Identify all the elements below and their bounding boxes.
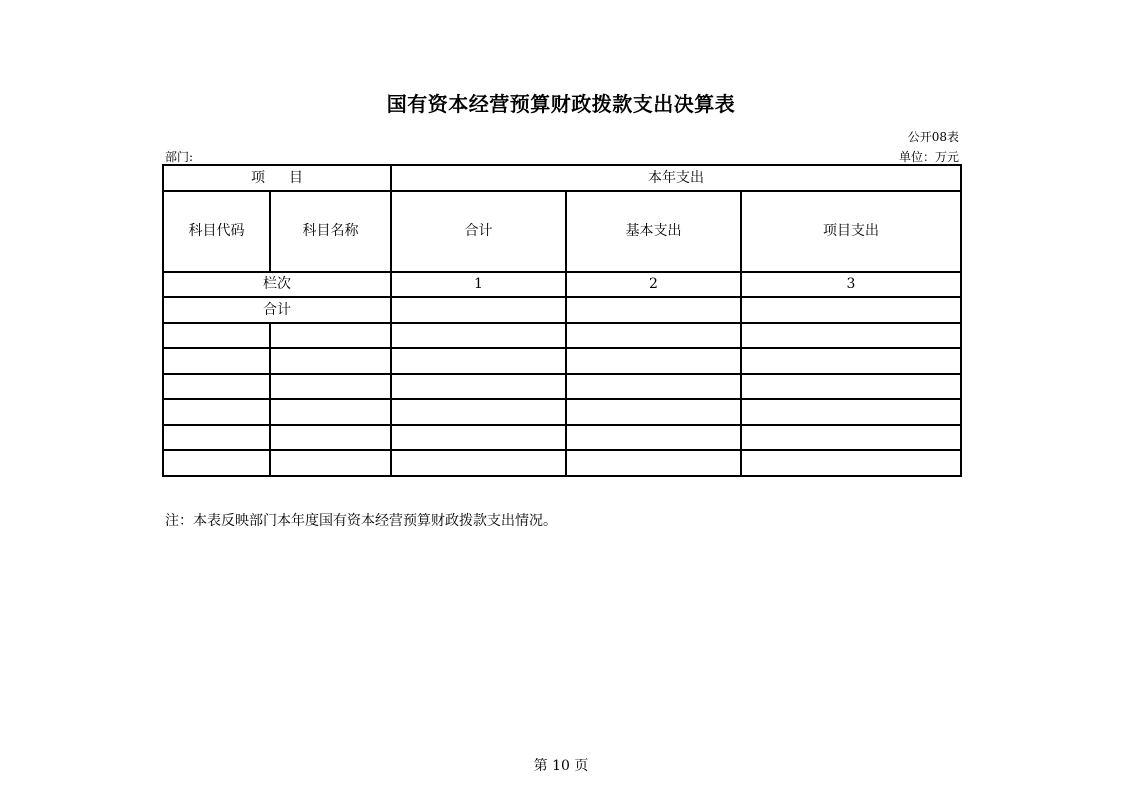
form-number: 公开08表 — [907, 130, 959, 144]
table-cell — [270, 374, 391, 400]
department-label: 部门: — [165, 150, 194, 164]
table-cell — [566, 348, 741, 374]
table-cell — [391, 348, 566, 374]
table-row — [163, 323, 961, 349]
header-project: 项目 — [163, 165, 391, 191]
row-index-2: 2 — [566, 272, 741, 298]
table-cell — [270, 323, 391, 349]
table-cell — [741, 348, 961, 374]
table-cell — [741, 374, 961, 400]
table-note: 注：本表反映部门本年度国有资本经营预算财政拨款支出情况。 — [165, 513, 557, 529]
table-cell — [163, 425, 270, 451]
table-cell — [741, 323, 961, 349]
table-cell — [270, 450, 391, 476]
table-cell — [270, 399, 391, 425]
table-cell — [566, 374, 741, 400]
table-cell — [566, 450, 741, 476]
table-cell — [391, 425, 566, 451]
table-cell — [163, 323, 270, 349]
table-cell — [566, 399, 741, 425]
total-cell — [566, 297, 741, 323]
header-basic-expenditure: 基本支出 — [566, 191, 741, 272]
page-number: 第 10 页 — [533, 758, 589, 774]
expenditure-table — [162, 164, 962, 477]
table-cell — [270, 425, 391, 451]
table-cell — [270, 348, 391, 374]
table-cell — [163, 374, 270, 400]
page-title: 国有资本经营预算财政拨款支出决算表 — [386, 92, 736, 116]
table-cell — [163, 450, 270, 476]
table-cell — [391, 399, 566, 425]
row-index-1: 1 — [391, 272, 566, 298]
table-row — [163, 374, 961, 400]
table-row — [163, 450, 961, 476]
table-cell — [741, 450, 961, 476]
table-row — [163, 348, 961, 374]
header-total: 合计 — [391, 191, 566, 272]
table-row — [163, 399, 961, 425]
table-cell — [391, 450, 566, 476]
total-row-label: 合计 — [163, 297, 391, 323]
table-cell — [391, 374, 566, 400]
table-cell — [566, 425, 741, 451]
unit-label: 单位：万元 — [898, 150, 959, 164]
table-cell — [163, 399, 270, 425]
table-cell — [741, 399, 961, 425]
table-row — [163, 425, 961, 451]
header-current-year-expenditure: 本年支出 — [391, 165, 961, 191]
row-index-label: 栏次 — [163, 272, 391, 298]
table-cell — [566, 323, 741, 349]
table-cell — [391, 323, 566, 349]
total-cell — [391, 297, 566, 323]
table-cell — [163, 348, 270, 374]
header-subject-name: 科目名称 — [270, 191, 391, 272]
table-cell — [741, 425, 961, 451]
header-project-expenditure: 项目支出 — [741, 191, 961, 272]
header-subject-code: 科目代码 — [163, 191, 270, 272]
row-index-3: 3 — [741, 272, 961, 298]
total-cell — [741, 297, 961, 323]
